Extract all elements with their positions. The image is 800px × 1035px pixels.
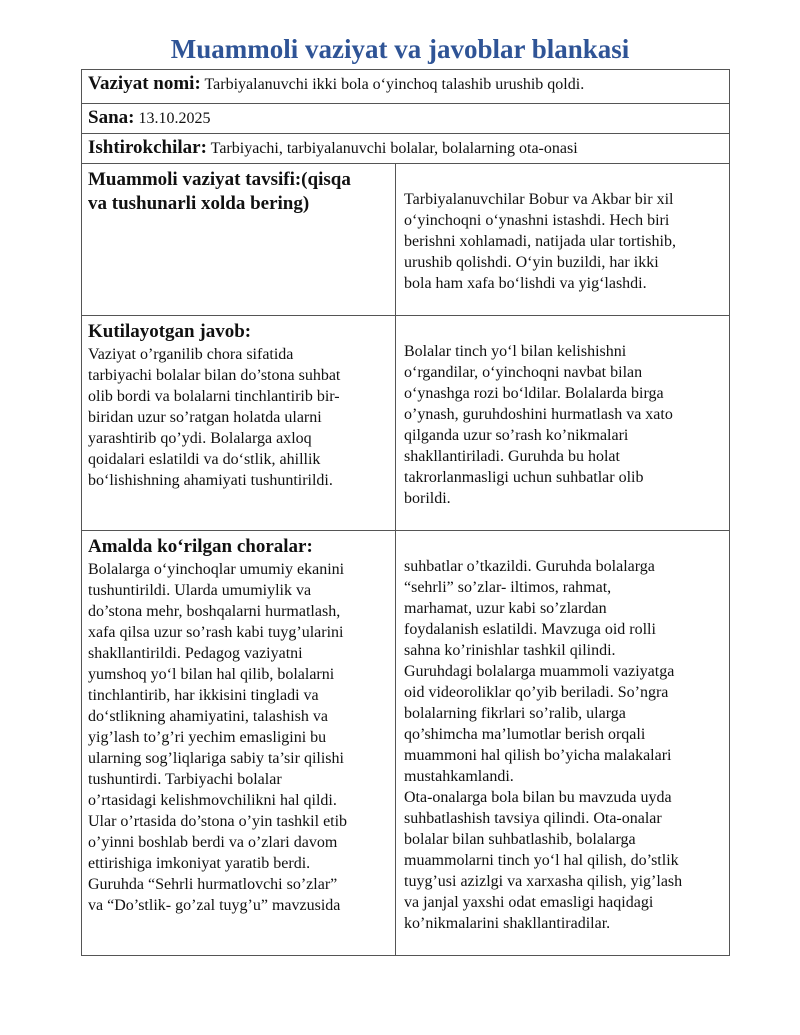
situation-value: Tarbiyalanuvchi ikki bola o‘yinchoq talashib urushib qoldi. — [204, 76, 585, 93]
expected-heading: Kutilayotgan javob: — [88, 321, 252, 342]
date-label: Sana: — [88, 107, 135, 128]
actions-heading: Amalda ko‘rilgan choralar: — [88, 536, 313, 557]
description-row — [82, 164, 730, 316]
situation-row — [82, 70, 730, 104]
expected-row — [82, 316, 730, 531]
expected-left-text: Vaziyat o’rganilib chora sifatida tarbiyachi bolalar bilan do’stona suhbat olib bordi va bolalarni tinchlantirib bir- biridan uzur so’ratgan holatda ularni yarashtirib qo’ydi. Bolalarga axloq qoidalari eslatildi va do‘stlik, ahillik bo‘lishishning ahamiyati tushuntirildi. — [88, 346, 341, 489]
expected-right-text: Bolalar tinch yo‘l bilan kelishishni o‘rgandilar, o‘yinchoqni navbat bilan o‘ynashga rozi bo‘ldilar. Bolalarda birga o’ynash, guruhdoshini hurmatlash va xato qilganda uzur so’rash ko’nikmalari shakllantiriladi. Guruhda bu holat takrorlanmasligi uchun suhbatlar olib borildi. — [404, 343, 673, 507]
description-text: Tarbiyalanuvchilar Bobur va Akbar bir xil o‘yinchoqni o‘ynashni istashdi. Hech biri berishni xohlamadi, natijada ular tortishib, urushib qolishdi. O‘yin buzildi, har ikki bola ham xafa bo‘lishdi va yig‘lashdi. — [404, 191, 676, 292]
actions-right-text: suhbatlar o’tkazildi. Guruhda bolalarga “sehrli” so’zlar- iltimos, rahmat, marhamat, uzur kabi so’zlardan foydalanish eslatildi. Mavzuga oid rolli sahna ko’rinishlar tashkil qilindi. Guruhdagi bolalarga muammoli vaziyatga oid videoroliklar qo’yib beriladi. So’ngra bolalarning fikrlari so’ralib, ularga qo’shimcha ma’lumotlar berish orqali muammoni hal qilish bo’yicha malakalari mustahkamlandi. Ota-onalarga bola bilan bu mavzuda uyda suhbatlashish tavsiya qilindi. Ota-onalar bolalar bilan suhbatlashib, bolalarga muammolarni tinch yo‘l hal qilish, do’stlik tuyg’usi azizlgi va xarxasha qilish, yig’lash va janjal yaxshi odat emasligi haqidagi ko’nikmalarini shakllantiradilar. — [404, 558, 683, 932]
actions-row — [82, 531, 730, 956]
response-form-table — [81, 69, 730, 956]
participants-label: Ishtirokchilar: — [88, 137, 207, 158]
participants-row — [82, 134, 730, 164]
actions-left-text: Bolalarga o‘yinchoqlar umumiy ekanini tushuntirildi. Ularda umumiylik va do’stona mehr, boshqalarni hurmatlash, xafa qilsa uzur so’rash kabi tuyg’ularini shakllantirildi. Pedagog vaziyatni yumshoq yo‘l bilan hal qilib, bolalarni tinchlantirib, har ikkisini tingladi va do‘stlikning ahamiyatini, talashish va yig’lash to’g’ri yechim emasligini bu ularning sog’liqlariga sabiy ta’sir qilishi tushuntirdi. Tarbiyachi bolalar o’rtasidagi kelishmovchilikni hal qildi. Ular o’rtasida do’stona o’yin tashkil etib o’yinni boshlab berdi va o’zlari davom ettirishiga imkoniyat yaratib berdi. Guruhda “Sehrli hurmatlovchi so’zlar” va “Do’stlik- go’zal tuyg’u” mavzusida — [88, 561, 348, 914]
description-heading: Muammoli vaziyat tavsifi:(qisqa va tushunarli xolda bering) — [88, 169, 351, 214]
page-title: Muammoli vaziyat va javoblar blankasi — [170, 34, 630, 64]
date-row — [82, 104, 730, 134]
situation-label: Vaziyat nomi: — [88, 73, 201, 94]
participants-value: Tarbiyachi, tarbiyalanuvchi bolalar, bolalarning ota-onasi — [210, 140, 578, 157]
date-value: 13.10.2025 — [138, 110, 211, 127]
